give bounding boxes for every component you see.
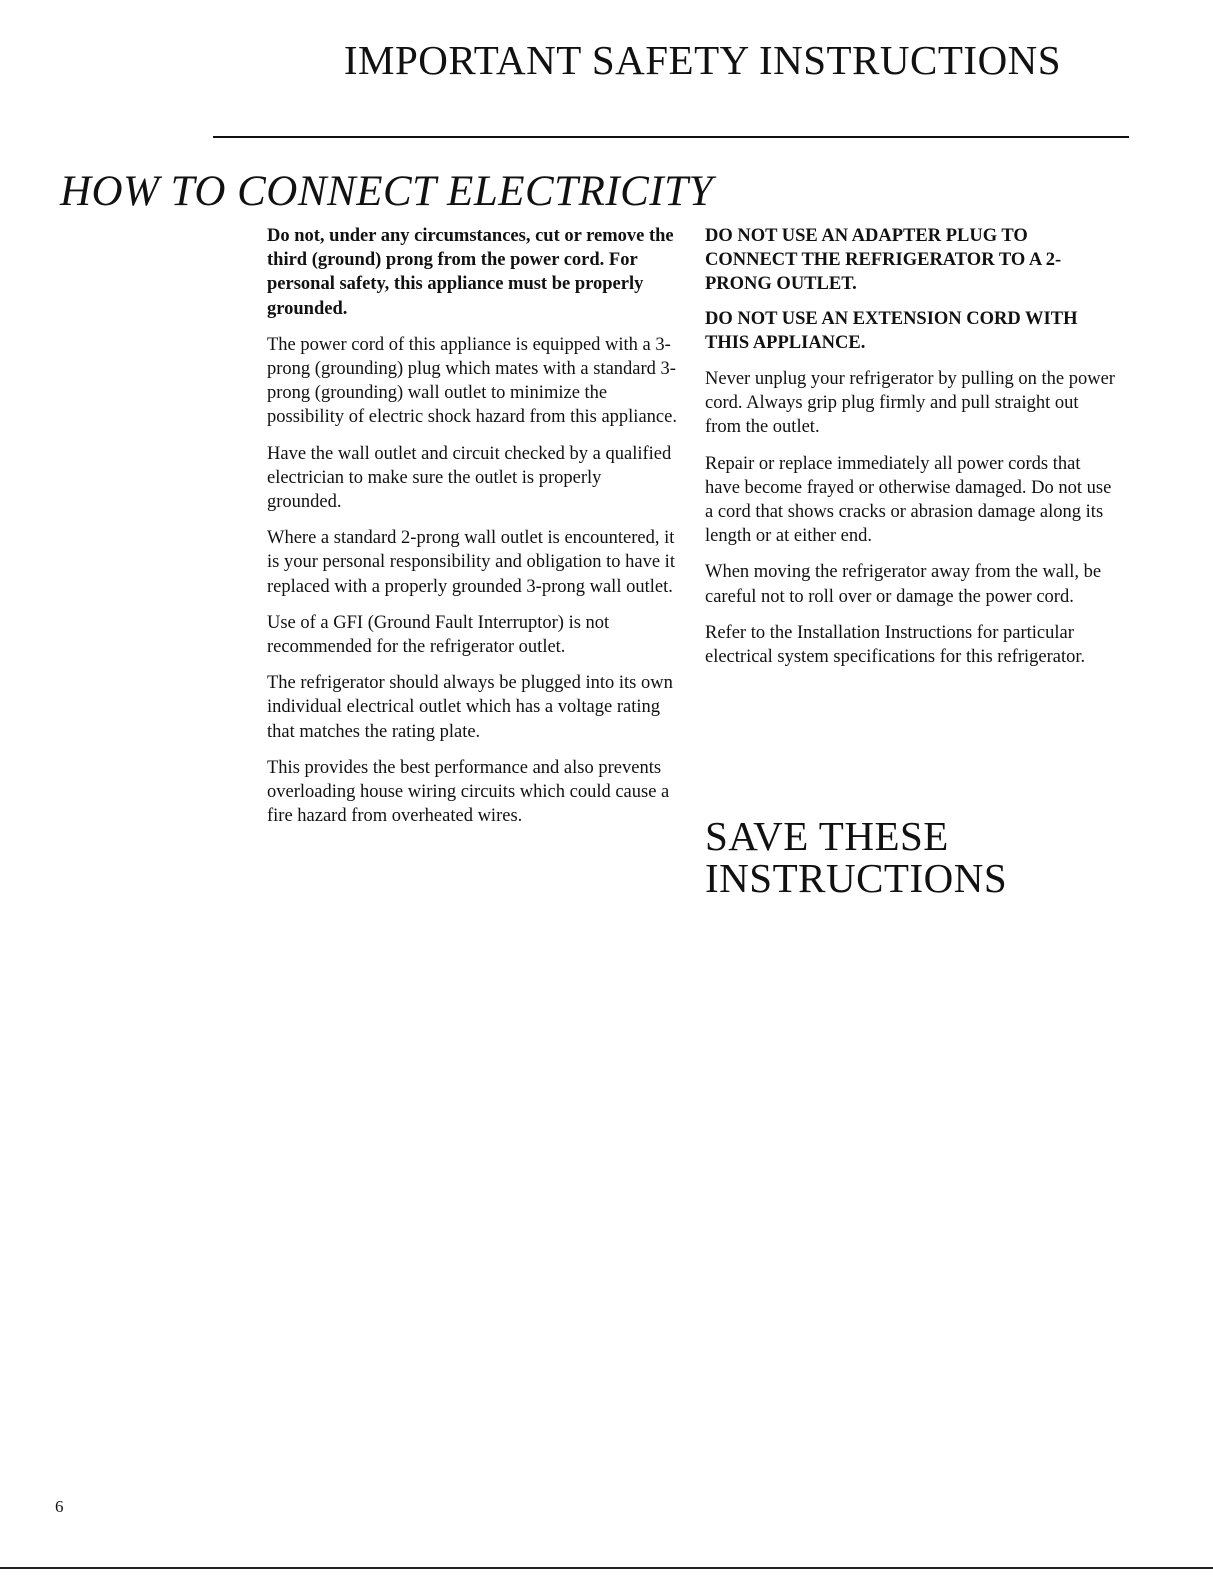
extension-cord-warning: DO NOT USE AN EXTENSION CORD WITH THIS APPLIANCE. [705, 308, 1078, 353]
paragraph-moving: When moving the refrigerator away from the wall, be careful not to roll over or damage the power cord. [705, 562, 1102, 607]
page-header-title: IMPORTANT SAFETY INSTRUCTIONS [343, 37, 1062, 83]
paragraph-two-prong-outlet: Where a standard 2-prong wall outlet is encountered, it is your personal responsibility and obligation to have it replaced with a properly grounded 3-prong wall outlet. [267, 528, 675, 597]
paragraph-unplug: Never unplug your refrigerator by pulling on the power cord. Always grip plug firmly and pull straight out from the outlet. [705, 369, 1115, 438]
page-number: 6 [55, 1497, 64, 1516]
section-title: HOW TO CONNECT ELECTRICITY [60, 168, 714, 215]
left-column [267, 224, 679, 840]
paragraph-individual-outlet: The refrigerator should always be plugged into its own individual electrical outlet which has a voltage rating that matches the rating plate. [267, 673, 673, 742]
grounding-warning: Do not, under any circumstances, cut or remove the third (ground) prong from the power cord. For personal safety, this appliance must be properly grounded. [267, 226, 674, 319]
paragraph-gfi: Use of a GFI (Ground Fault Interruptor) is not recommended for the refrigerator outlet. [267, 612, 610, 658]
bottom-edge-line [0, 1567, 1213, 1569]
paragraph-installation-ref: Refer to the Installation Instructions for particular electrical system specifications for this refrigerator. [705, 622, 1086, 668]
paragraph-plug-description: The power cord of this appliance is equipped with a 3-prong (grounding) plug which mates with a standard 3-prong (grounding) wall outlet to minimize the possibility of electric shock hazard from this appliance. [267, 334, 677, 428]
paragraph-electrician-check: Have the wall outlet and circuit checked by a qualified electrician to make sure the outlet is properly grounded. [267, 443, 672, 513]
save-heading-line-1: SAVE THESE [705, 813, 949, 859]
header-divider [213, 136, 1129, 138]
right-column [705, 224, 1117, 681]
save-heading-line-2: INSTRUCTIONS [705, 855, 1008, 901]
adapter-plug-warning: DO NOT USE AN ADAPTER PLUG TO CONNECT THE REFRIGERATOR TO A 2-PRONG OUTLET. [705, 226, 1062, 295]
paragraph-performance: This provides the best performance and also prevents overloading house wiring circuits which could cause a fire hazard from overheated wires. [267, 757, 670, 827]
paragraph-repair-cords: Repair or replace immediately all power cords that have become frayed or otherwise damaged. Do not use a cord that shows cracks or abrasion damage along its length or at either end. [705, 453, 1112, 547]
save-instructions-heading [705, 815, 1007, 899]
